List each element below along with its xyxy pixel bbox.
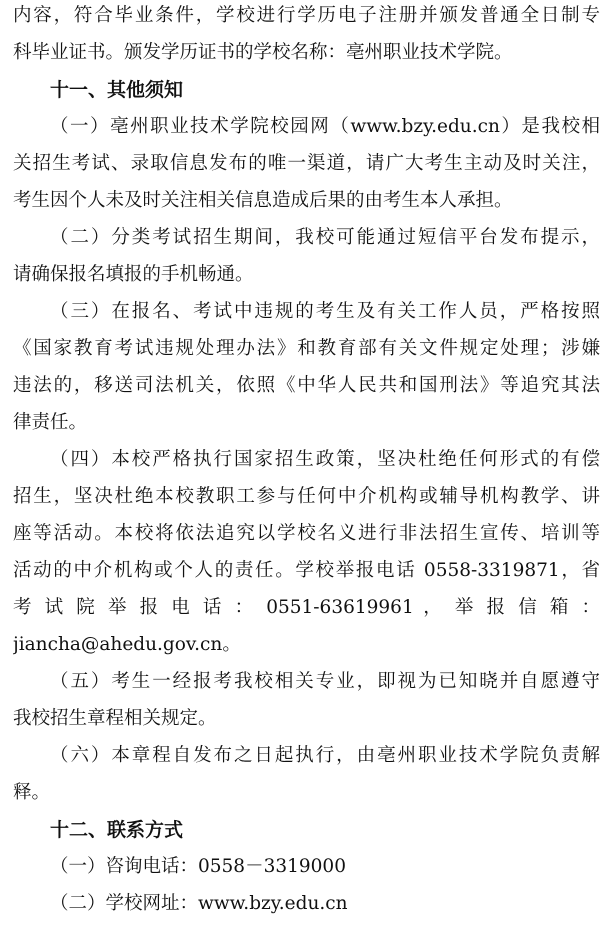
paragraph-line: 科毕业证书。颁发学历证书的学校名称：亳州职业技术学院。 xyxy=(13,42,513,63)
paragraph-line: 律责任。 xyxy=(13,412,88,433)
paragraph-line: （六）本章程自发布之日起执行，由亳州职业技术学院负责解 xyxy=(50,745,600,766)
paragraph-line: （五）考生一经报考我校相关专业，即视为已知晓并自愿遵守 xyxy=(50,671,600,692)
paragraph-line: 请确保报名填报的手机畅通。 xyxy=(13,264,254,285)
paragraph-line: 招生，坚决杜绝本校教职工参与任何中介机构或辅导机构教学、讲 xyxy=(13,486,600,507)
section-heading-contact: 十二、联系方式 xyxy=(50,819,184,841)
contact-phone: （一）咨询电话：0558－3319000 xyxy=(50,856,346,877)
paragraph-line: 《国家教育考试违规处理办法》和教育部有关文件规定处理；涉嫌 xyxy=(13,338,600,359)
paragraph-line: （一）亳州职业技术学院校园网（www.bzy.edu.cn）是我校相 xyxy=(50,116,600,137)
paragraph-line: 释。 xyxy=(13,782,51,803)
paragraph-line: 座等活动。本校将依法追究以学校名义进行非法招生宣传、培训等 xyxy=(13,523,600,544)
paragraph-line: （三）在报名、考试中违规的考生及有关工作人员，严格按照 xyxy=(50,301,600,322)
paragraph-line: （二）分类考试招生期间，我校可能通过短信平台发布提示， xyxy=(50,227,600,248)
paragraph-line: 关招生考试、录取信息发布的唯一渠道，请广大考生主动及时关注， xyxy=(13,153,600,174)
paragraph-line: 违法的，移送司法机关，依照《中华人民共和国刑法》等追究其法 xyxy=(13,375,600,396)
email-text: jiancha@ahedu.gov.cn。 xyxy=(13,634,241,655)
paragraph-line: 内容，符合毕业条件，学校进行学历电子注册并颁发普通全日制专 xyxy=(13,5,600,26)
paragraph-line: （四）本校严格执行国家招生政策，坚决杜绝任何形式的有偿 xyxy=(50,449,600,470)
section-heading-other-notes: 十一、其他须知 xyxy=(50,79,184,101)
paragraph-line: 考 试 院 举 报 电 话 ： 0551-63619961 ， 举 报 信 箱 ： xyxy=(13,597,600,618)
contact-website: （二）学校网址：www.bzy.edu.cn xyxy=(50,893,348,914)
paragraph-line: 活动的中介机构或个人的责任。学校举报电话 0558-3319871，省 xyxy=(13,560,600,581)
paragraph-line: 考生因个人未及时关注相关信息造成后果的由考生本人承担。 xyxy=(13,190,513,211)
paragraph-line: 我校招生章程相关规定。 xyxy=(13,708,217,729)
